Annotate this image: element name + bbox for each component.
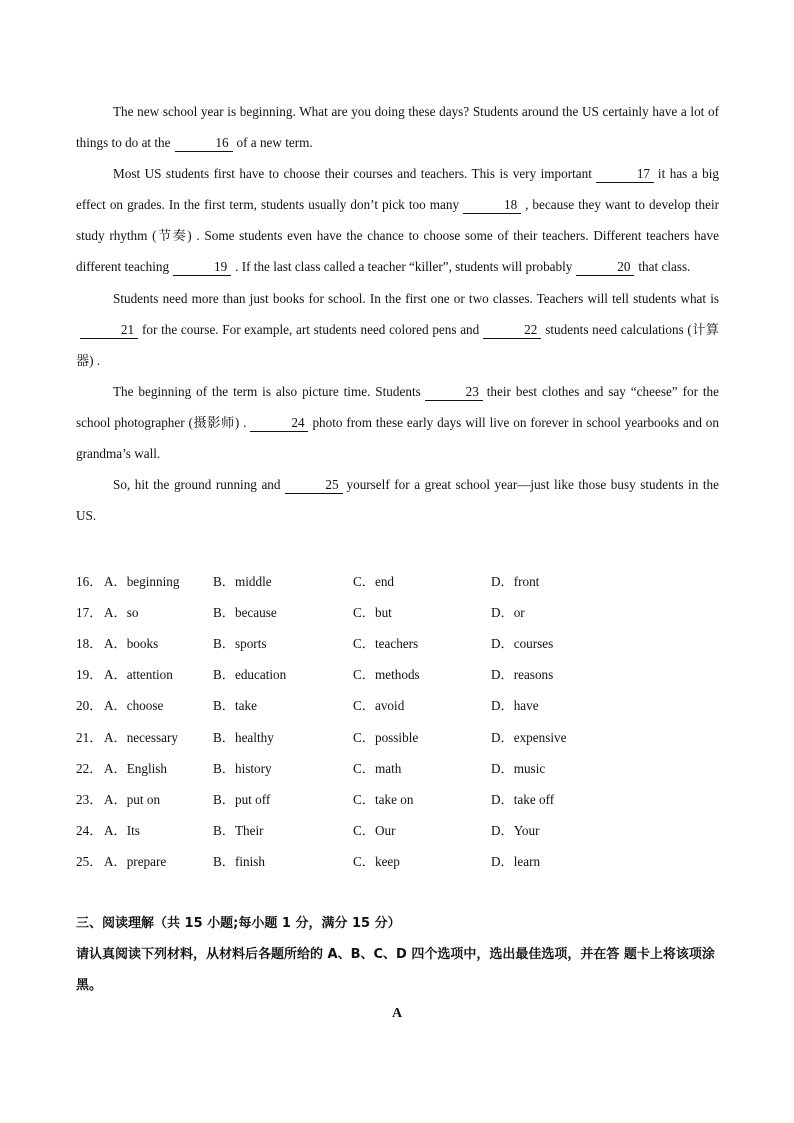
cloze-passage — [76, 96, 719, 531]
blank-18: 18 — [463, 196, 521, 214]
option-b: B．because — [213, 605, 277, 621]
question-row — [76, 689, 719, 720]
option-c: C．Our — [353, 822, 396, 838]
section-instructions: 请认真阅读下列材料，从材料后各题所给的 A、B、C、D 四个选项中，选出最佳选项，并在答 题卡上将该项涂黑。 — [76, 947, 715, 993]
text: Students need more than just books for school. In the first one or two classes. Teachers will tell students what is — [113, 290, 719, 306]
text: photo from these early days will live on forever in school yearbooks and on grandma’s wall. — [76, 414, 719, 462]
text: , because they want to develop their study rhythm (节奏) . Some students even have the chance to choose some of their teachers. Different teachers have different teaching — [76, 197, 720, 275]
option-d: D．or — [491, 605, 525, 621]
question-number: 16． — [76, 574, 103, 590]
paragraph-3 — [76, 283, 719, 376]
blank-22: 22 — [483, 321, 541, 339]
text: So, hit the ground running and — [113, 477, 281, 493]
text: for the course. For example, art students need colored pens and — [142, 321, 480, 337]
option-c: C．avoid — [353, 698, 405, 714]
blank-23: 23 — [425, 383, 483, 401]
option-a: A．so — [104, 605, 139, 621]
text: of a new term. — [236, 135, 313, 151]
option-d: D．expensive — [491, 729, 567, 745]
text: students need calculations (计算器) . — [76, 321, 719, 368]
option-d: D．front — [491, 574, 540, 590]
question-row — [76, 814, 719, 845]
option-c: C．but — [353, 605, 392, 621]
option-b: B．Their — [213, 822, 264, 838]
blank-17: 17 — [596, 165, 654, 183]
blank-19: 19 — [173, 258, 231, 276]
question-row — [76, 565, 719, 596]
question-row — [76, 596, 719, 627]
option-b: B．middle — [213, 574, 272, 590]
option-b: B．healthy — [213, 729, 274, 745]
option-b: B．put off — [213, 791, 271, 807]
blank-21: 21 — [80, 321, 138, 339]
text: . If the last class called a teacher “killer”, students will probably — [235, 259, 573, 275]
question-number: 18． — [76, 636, 103, 652]
question-row — [76, 752, 719, 783]
option-a: A．prepare — [104, 853, 167, 869]
option-b: B．history — [213, 760, 272, 776]
option-b: B．education — [213, 667, 287, 683]
question-number: 25． — [76, 853, 103, 869]
option-d: D．take off — [491, 791, 555, 807]
question-options — [76, 565, 719, 876]
text: The beginning of the term is also picture time. Students — [113, 383, 421, 399]
option-c: C．keep — [353, 853, 400, 869]
text: yourself for a great school year—just like those busy students in the US. — [76, 477, 719, 524]
question-number: 23． — [76, 791, 103, 807]
blank-16: 16 — [175, 134, 233, 152]
option-d: D．reasons — [491, 667, 554, 683]
question-number: 21． — [76, 729, 103, 745]
option-a: A．books — [104, 636, 159, 652]
option-b: B．take — [213, 698, 257, 714]
option-c: C．methods — [353, 667, 420, 683]
question-row — [76, 658, 719, 689]
question-row — [76, 783, 719, 814]
question-number: 22． — [76, 760, 103, 776]
option-d: D．have — [491, 698, 539, 714]
paragraph-1 — [76, 96, 719, 158]
option-d: D．Your — [491, 822, 540, 838]
option-a: A．choose — [104, 698, 164, 714]
text: that class. — [638, 259, 691, 275]
option-a: A．put on — [104, 791, 161, 807]
reading-section — [76, 909, 719, 1001]
option-c: C．take on — [353, 791, 414, 807]
option-c: C．possible — [353, 729, 419, 745]
text: their best clothes and say “cheese” for the school photographer (摄影师) . — [76, 383, 720, 430]
paragraph-5 — [76, 469, 719, 531]
question-number: 20． — [76, 698, 103, 714]
blank-24: 24 — [250, 414, 308, 432]
question-row — [76, 627, 719, 658]
option-c: C．teachers — [353, 636, 419, 652]
option-a: A．beginning — [104, 574, 180, 590]
text: it has a big effect on grades. In the first term, students usually don’t pick too many — [76, 166, 719, 213]
question-row — [76, 720, 719, 751]
text: Most US students first have to choose their courses and teachers. This is very important — [113, 166, 592, 182]
option-b: B．finish — [213, 853, 266, 869]
question-number: 17． — [76, 605, 103, 621]
text: The new school year is beginning. What are you doing these days? Students around the US certainly have a lot of things to do at the — [76, 104, 719, 151]
section-heading: 三、阅读理解（共 15 小题;每小题 1 分，满分 15 分） — [76, 916, 401, 931]
question-row — [76, 845, 719, 876]
blank-25: 25 — [285, 476, 343, 494]
paragraph-2 — [76, 158, 719, 282]
option-d: D．music — [491, 760, 546, 776]
option-d: D．learn — [491, 853, 541, 869]
option-a: A．English — [104, 760, 168, 776]
paragraph-4 — [76, 376, 719, 469]
option-a: A．attention — [104, 667, 173, 683]
option-b: B．sports — [213, 636, 267, 652]
option-c: C．math — [353, 760, 402, 776]
blank-20: 20 — [576, 258, 634, 276]
option-d: D．courses — [491, 636, 554, 652]
question-number: 19． — [76, 667, 103, 683]
question-number: 24． — [76, 822, 103, 838]
option-a: A．Its — [104, 822, 140, 838]
option-a: A．necessary — [104, 729, 178, 745]
part-label: A — [391, 1006, 403, 1021]
option-c: C．end — [353, 574, 395, 590]
